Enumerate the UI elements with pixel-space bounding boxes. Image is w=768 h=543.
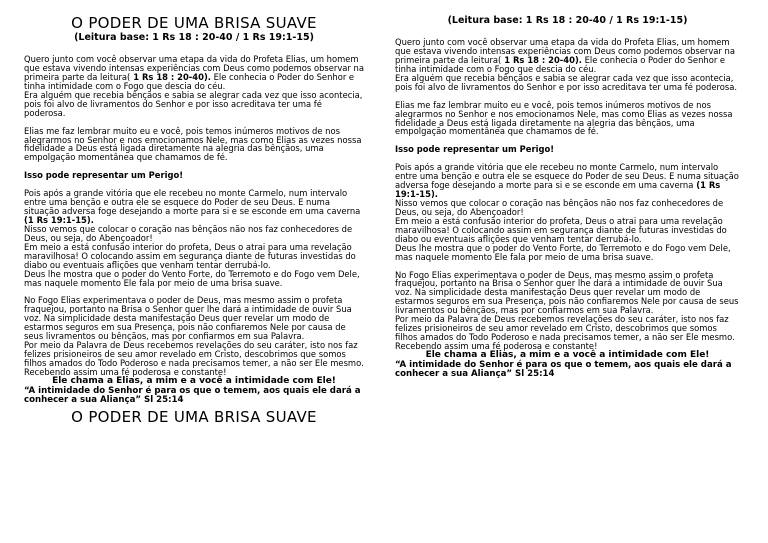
word-paragraph: Por meio da Palavra de Deus recebemos revelações do seu caráter, isto nos faz felizes prisioneiros de seu amor revelado em Cristo, descobrimos que somos filhos amados do Todo Poderoso e nada precisamos temer, a não ser Ele mesmo. Recebendo assim uma fé poderosa e constante! (24, 340, 364, 378)
danger-heading: Isso pode representar um Perigo! (395, 144, 555, 155)
emotions-paragraph: Elias me faz lembrar muito eu e você, pois temos inúmeros motivos de nos alegrarmos no Senhor e nos emocionamos Nele, mas como Elias as vezes nossa fidelidade a Deus está ligada diretamente na alegria das bênçãos, uma empolgação momentânea que chamamos de fé. (24, 125, 362, 163)
closing-verse: “A intimidade do Senhor é para os que o temem, aos quais ele dará a conhecer a sua Aliança” Sl 25:14 (24, 385, 361, 406)
shows-paragraph: Deus lhe mostra que o poder do Vento Forte, do Terremoto e do Fogo vem Dele, mas naquele momento Ele fala por meio de uma brisa suave. (395, 242, 731, 262)
heart-paragraph: Nisso vemos que colocar o coração nas bênçãos não nos faz conhecedores de Deus, ou seja, do Abençoador! (24, 223, 353, 243)
left-column (24, 0, 364, 426)
footer-title: O PODER DE UMA BRISA SUAVE (71, 408, 317, 427)
intro-paragraph: Quero junto com você observar uma etapa da vida do Profeta Elias, um homem que estava vivendo intensas experiências com Deus como podemos observar na primeira parte da leitura( 1 Rs 18 : 20-40). Ele conhecia o Poder do Senhor e tinha intimidade com o Fogo que descia do céu. (24, 54, 364, 91)
danger-heading: Isso pode representar um Perigo! (24, 170, 184, 181)
closing-call: Ele chama a Elias, a mim e a você a intimidade com Ele! (425, 350, 710, 361)
blessing-paragraph: Era alguém que recebia bênçãos e sabia se alegrar cada vez que isso acontecia, pois foi alvo de livramentos do Senhor e por isso acreditava ter uma fé poderosa. (24, 89, 363, 118)
emotions-paragraph: Elias me faz lembrar muito eu e você, pois temos inúmeros motivos de nos alegrarmos no Senhor e nos emocionamos Nele, mas como Elias as vezes nossa fidelidade a Deus está ligada diretamente na alegria das bênçãos, uma empolgação momentânea que chamamos de fé. (395, 99, 733, 137)
closing-call: Ele chama a Elias, a mim e a você a intimidade com Ele! (52, 376, 336, 387)
closing-verse: “A intimidade do Senhor é para os que o temem, aos quais ele dará a conhecer a sua Aliança” Sl 25:14 (395, 359, 732, 380)
page-title: O PODER DE UMA BRISA SUAVE (71, 14, 317, 32)
heart-paragraph: Nisso vemos que colocar o coração nas bênçãos não nos faz conhecedores de Deus, ou seja, do Abençoador! (395, 197, 724, 217)
intro-paragraph: Quero junto com você observar uma etapa da vida do Profeta Elias, um homem que estava vivendo intensas experiências com Deus como podemos observar na primeira parte da leitura( 1 Rs 18 : 20-40). Ele conhecia o Poder do Senhor e tinha intimidade com o Fogo que descia do céu. (395, 37, 735, 74)
blessing-paragraph: Era alguém que recebia bênçãos e sabia se alegrar cada vez que isso acontecia, pois foi alvo de livramentos do Senhor e por isso acreditava ter uma fé poderosa. (395, 72, 738, 92)
page-subtitle: (Leitura base: 1 Rs 18 : 20-40 / 1 Rs 19:1-15) (447, 15, 688, 26)
page-subtitle: (Leitura base: 1 Rs 18 : 20-40 / 1 Rs 19:1-15) (74, 32, 314, 43)
victory-paragraph: Pois após a grande vitória que ele recebeu no monte Carmelo, num intervalo entre uma benção e outra ele se esquece do Poder de seu Deus. E numa situação adversa foge desejando a morte para si e se esconde em uma caverna (1 Rs 19:1-15). (24, 188, 361, 225)
word-paragraph: Por meio da Palavra de Deus recebemos revelações do seu caráter, isto nos faz felizes prisioneiros de seu amor revelado em Cristo, descobrimos que somos filhos amados do Todo Poderoso e nada precisamos temer, a não ser Ele mesmo. Recebendo assim uma fé poderosa e constante! (395, 314, 735, 352)
shows-paragraph: Deus lhe mostra que o poder do Vento Forte, do Terremoto e do Fogo vem Dele, mas naquele momento Ele fala por meio de uma brisa suave. (24, 268, 360, 288)
right-column (395, 0, 740, 380)
fire-paragraph: No Fogo Elias experimentava o poder de Deus, mas mesmo assim o profeta fraquejou, portanto na Brisa o Senhor quer lhe dará a intimidade de ouvir Sua voz. Na simplicidade desta manifestação Deus quer revelar um modo de estarmos seguros em sua Presença, pois não confiaremos Nele por causa de seus livramentos ou bênçãos, mas por confiarmos em sua Palavra. (395, 269, 739, 316)
confusion-paragraph: Em meio a está confusão interior do profeta, Deus o atrai para uma revelação maravilhosa! O colocando assim em segurança diante de futuras investidas do diabo ou eventuais aflições que venham tentar derrubá-lo. (395, 215, 727, 244)
victory-paragraph: Pois após a grande vitória que ele recebeu no monte Carmelo, num intervalo entre uma benção e outra ele se esquece do Poder de seu Deus. E numa situação adversa foge desejando a morte para si e se esconde em uma caverna (1 Rs 19:1-15). (395, 162, 739, 200)
confusion-paragraph: Em meio a está confusão interior do profeta, Deus o atrai para uma revelação maravilhosa! O colocando assim em segurança diante de futuras investidas do diabo ou eventuais aflições que venham tentar derrubá-lo. (24, 241, 356, 270)
fire-paragraph: No Fogo Elias experimentava o poder de Deus, mas mesmo assim o profeta fraquejou, portanto na Brisa o Senhor quer lhe dará a intimidade de ouvir Sua voz. Na simplicidade desta manifestação Deus quer revelar um modo de estarmos seguros em sua Presença, pois não confiaremos Nele por causa de seus livramentos ou bênçãos, mas por confiarmos em sua Palavra. (24, 295, 352, 342)
